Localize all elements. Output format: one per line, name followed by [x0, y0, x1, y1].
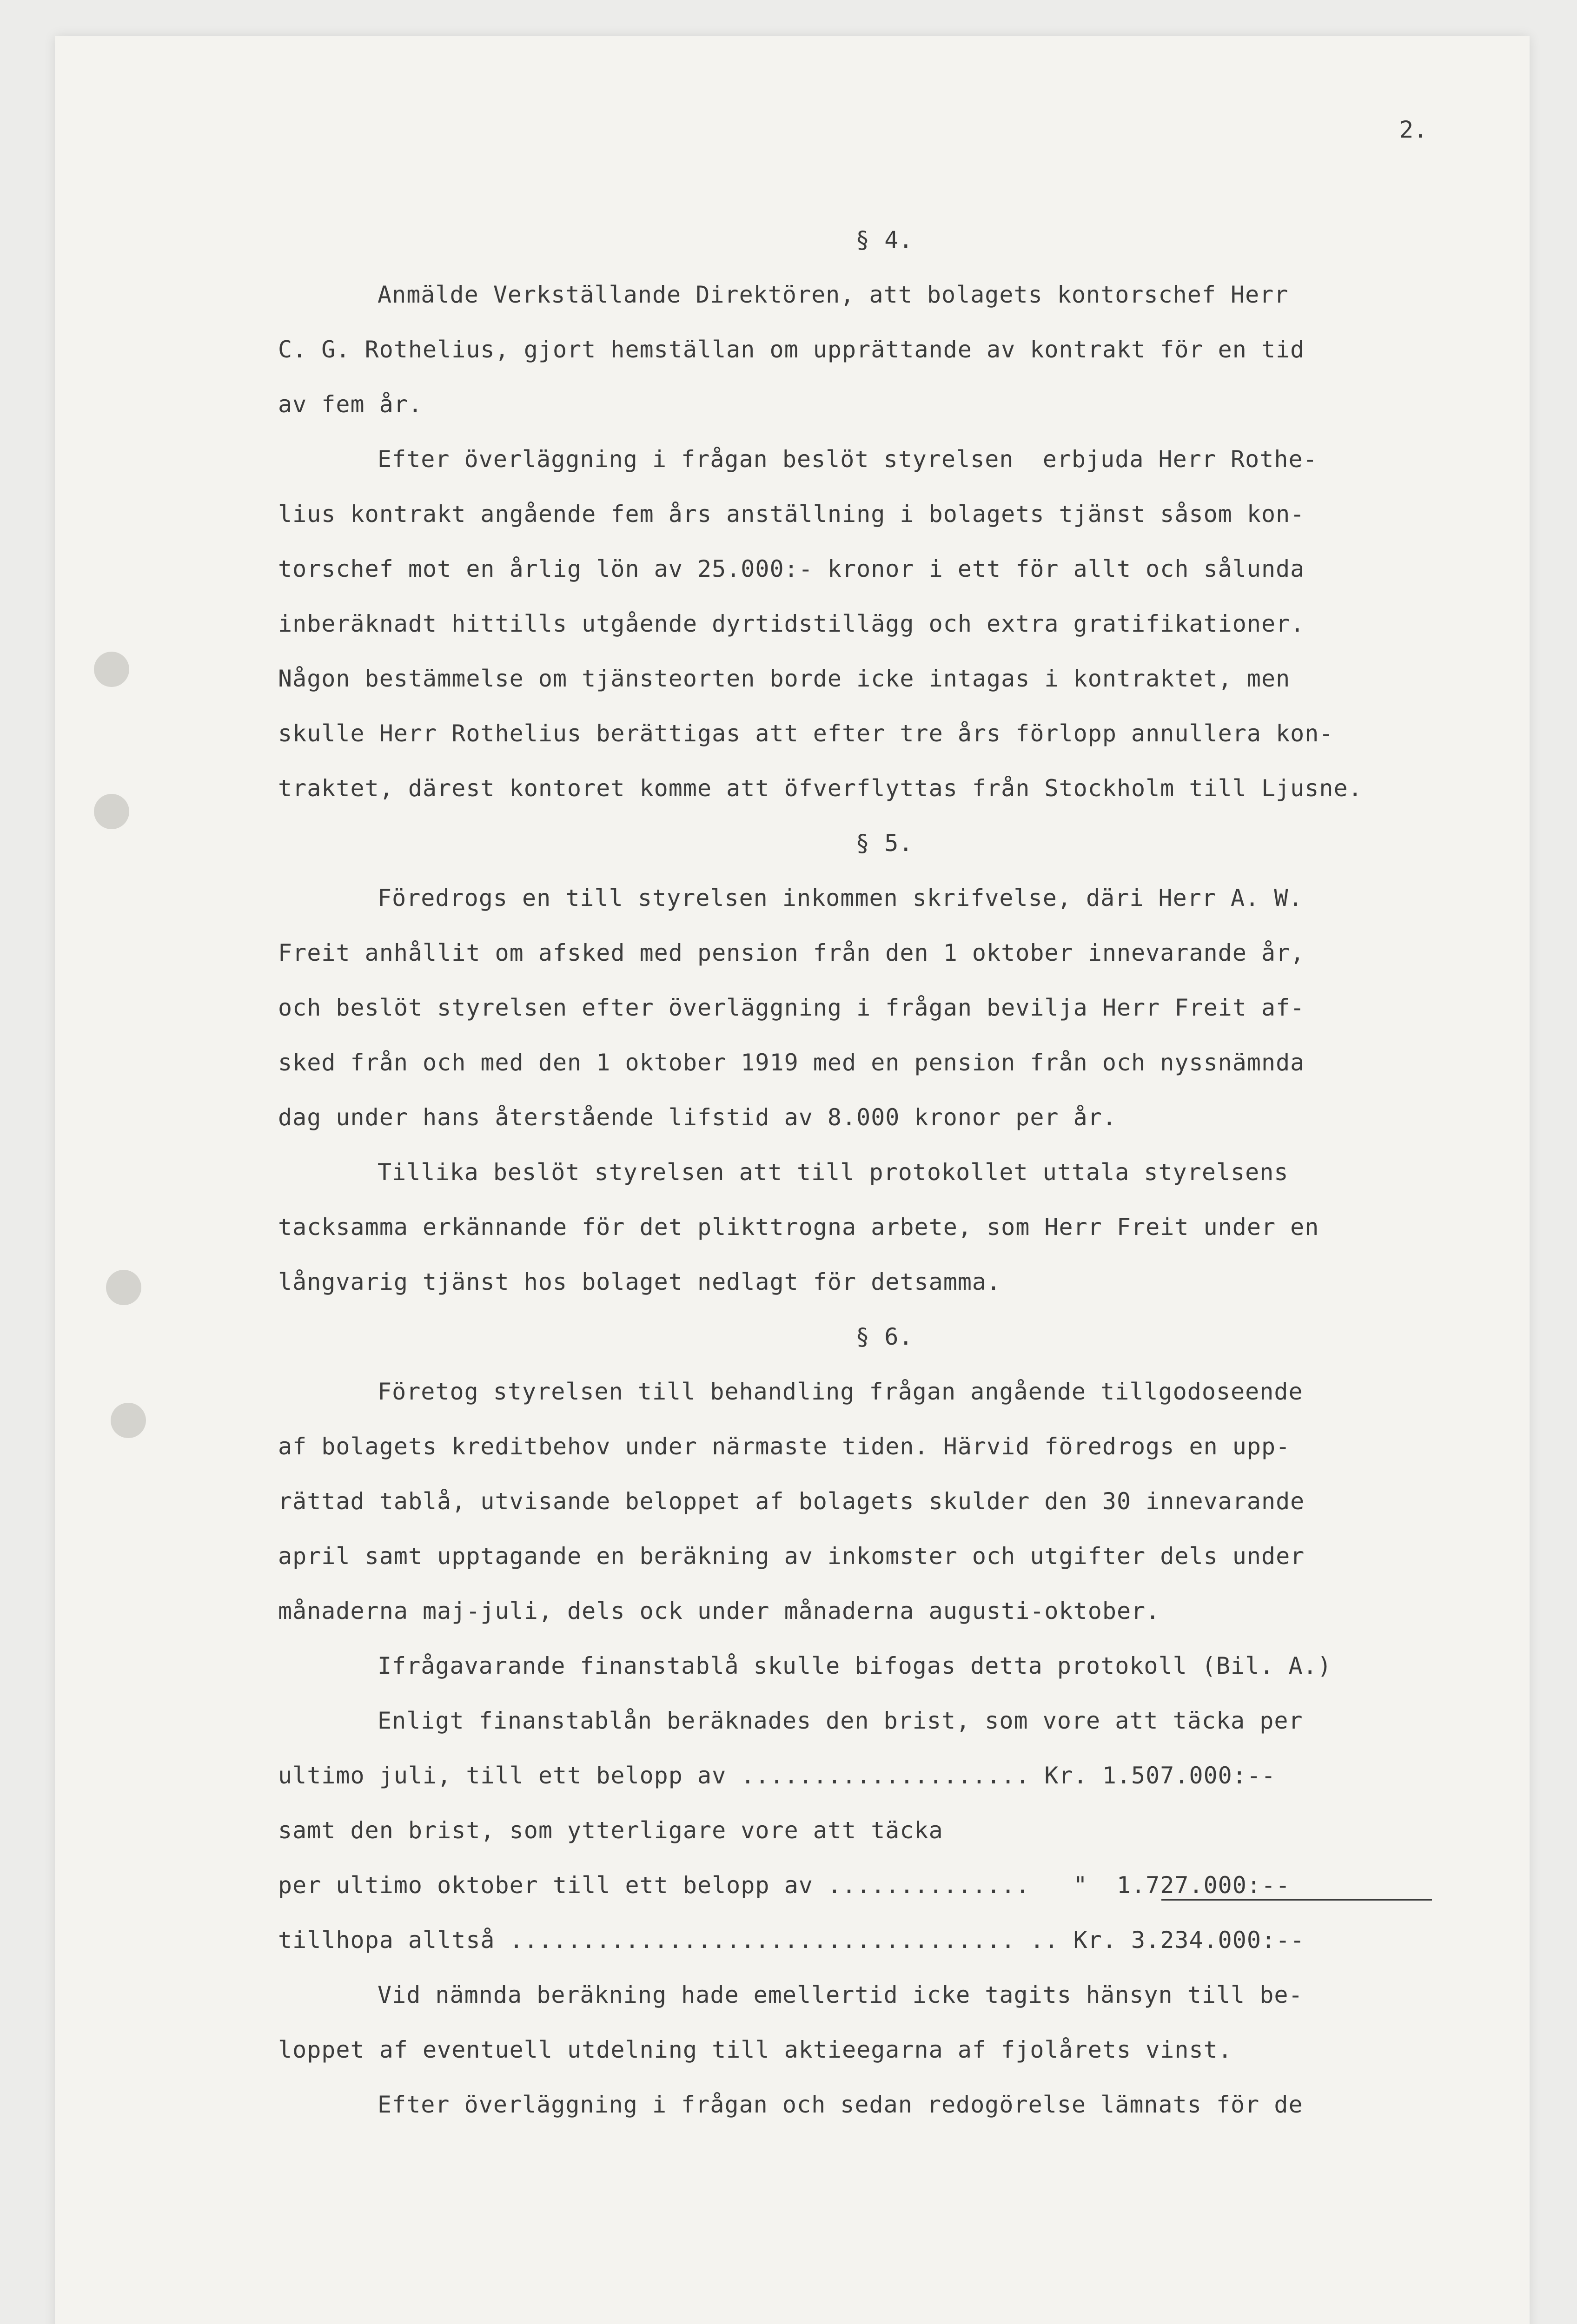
text-line: tacksamma erkännande för det plikttrogna arbete, som Herr Freit under en [278, 1214, 1319, 1241]
punch-hole [111, 1403, 146, 1438]
text-line: sked från och med den 1 oktober 1919 med en pension från och nyssnämnda [278, 1049, 1305, 1076]
text-line: loppet af eventuell utdelning till aktieegarna af fjolårets vinst. [278, 2036, 1232, 2063]
section-heading: § 6. [855, 1323, 914, 1350]
text-line: Någon bestämmelse om tjänsteorten borde icke intagas i kontraktet, men [278, 665, 1291, 692]
text-line: av fem år. [278, 391, 423, 418]
text-line: månaderna maj-juli, dels ock under månaderna augusti-oktober. [278, 1598, 1160, 1624]
text-line: Enligt finanstablån beräknades den brist, som vore att täcka per [378, 1707, 1303, 1734]
text-line: Anmälde Verkställande Direktören, att bolagets kontorschef Herr [378, 281, 1289, 308]
section-heading: § 4. [855, 226, 914, 253]
text-line: ultimo juli, till ett belopp av .................... Kr. 1.507.000:-- [278, 1762, 1276, 1789]
text-line: Efter överläggning i frågan och sedan redogörelse lämnats för de [378, 2091, 1303, 2118]
text-line: och beslöt styrelsen efter överläggning i frågan bevilja Herr Freit af- [278, 994, 1305, 1021]
text-line: Ifrågavarande finanstablå skulle bifogas detta protokoll (Bil. A.) [378, 1652, 1332, 1679]
text-line: Vid nämnda beräkning hade emellertid icke tagits hänsyn till be- [378, 1981, 1303, 2008]
text-line: Efter överläggning i frågan beslöt styrelsen erbjuda Herr Rothe- [378, 446, 1318, 473]
text-line: samt den brist, som ytterligare vore att täcka [278, 1817, 943, 1844]
text-line: lius kontrakt angående fem års anställning i bolagets tjänst såsom kon- [278, 501, 1305, 528]
text-line: rättad tablå, utvisande beloppet af bolagets skulder den 30 innevarande [278, 1488, 1305, 1515]
text-line: skulle Herr Rothelius berättigas att efter tre års förlopp annullera kon- [278, 720, 1334, 747]
text-line: långvarig tjänst hos bolaget nedlagt för detsamma. [278, 1268, 1001, 1295]
punch-hole [106, 1270, 141, 1305]
text-line: april samt upptagande en beräkning av inkomster och utgifter dels under [278, 1543, 1305, 1570]
text-line: Freit anhållit om afsked med pension från den 1 oktober innevarande år, [278, 939, 1305, 966]
page-number: 2. [1399, 116, 1428, 143]
text-line: inberäknadt hittills utgående dyrtidstillägg och extra gratifikationer. [278, 610, 1305, 637]
text-line: traktet, därest kontoret komme att öfverflyttas från Stockholm till Ljusne. [278, 775, 1363, 802]
text-line: Föredrogs en till styrelsen inkommen skrifvelse, däri Herr A. W. [378, 885, 1303, 911]
punch-hole [94, 652, 129, 687]
text-line: af bolagets kreditbehov under närmaste tiden. Härvid föredrogs en upp- [278, 1433, 1291, 1460]
text-line: tillhopa alltså ................................... .. Kr. 3.234.000:-- [278, 1927, 1305, 1954]
punch-hole [94, 794, 129, 829]
text-line: C. G. Rothelius, gjort hemställan om upprättande av kontrakt för en tid [278, 336, 1305, 363]
text-line: Tillika beslöt styrelsen att till protokollet uttala styrelsens [378, 1159, 1289, 1186]
sum-underline [1161, 1899, 1432, 1901]
text-line: dag under hans återstående lifstid av 8.000 kronor per år. [278, 1104, 1117, 1131]
text-line: torschef mot en årlig lön av 25.000:- kronor i ett för allt och sålunda [278, 555, 1305, 582]
section-heading: § 5. [855, 830, 914, 857]
text-line: Företog styrelsen till behandling frågan angående tillgodoseende [378, 1378, 1303, 1405]
text-line: per ultimo oktober till ett belopp av .............. " 1.727.000:-- [278, 1872, 1291, 1899]
